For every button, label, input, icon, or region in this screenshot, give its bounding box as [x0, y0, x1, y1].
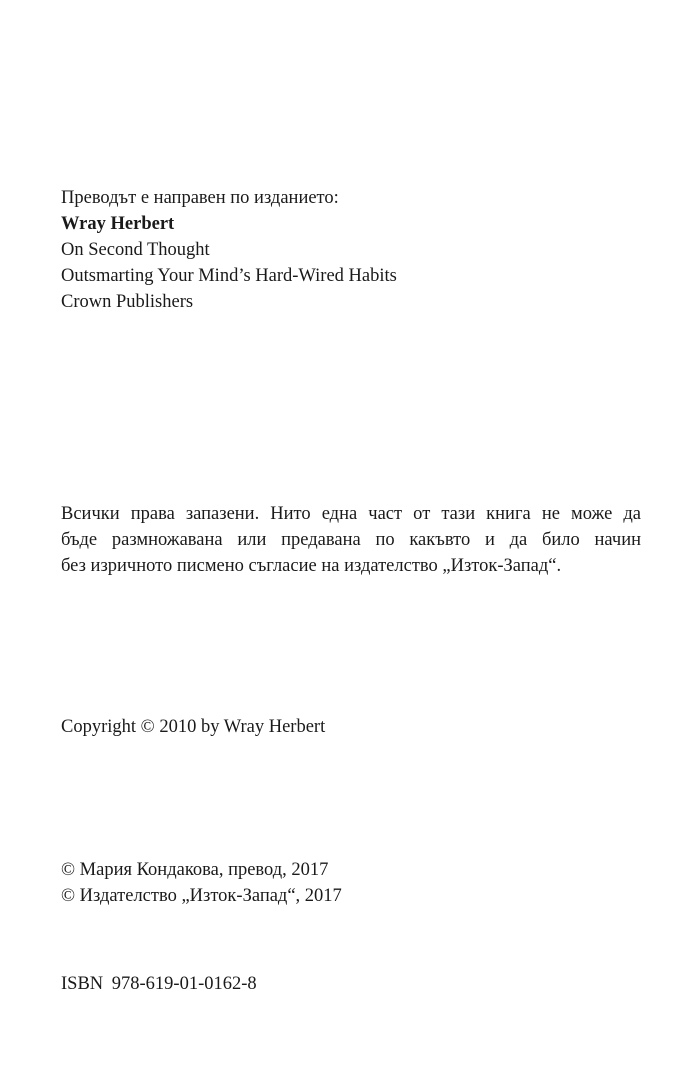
publisher-credit: © Издателство „Изток-Запад“, 2017	[61, 886, 342, 906]
original-publisher: Crown Publishers	[61, 292, 194, 312]
source-edition-block	[61, 185, 641, 315]
rights-line-2: бъде размножавана или предавана по какъвто и да било начин	[61, 530, 641, 550]
isbn-number: ISBN 978-619-01-0162-8	[61, 974, 257, 994]
copyright-block	[61, 714, 641, 740]
source-intro: Преводът е направен по изданието:	[61, 188, 339, 208]
rights-line-1: Всички права запазени. Нито една част от тази книга не може да	[61, 504, 641, 524]
original-author: Wray Herbert	[61, 214, 175, 234]
original-copyright: Copyright © 2010 by Wray Herbert	[61, 717, 326, 737]
isbn-block	[61, 971, 641, 997]
translator-credit: © Мария Кондакова, превод, 2017	[61, 860, 329, 880]
rights-notice-block	[61, 501, 641, 579]
original-title: On Second Thought	[61, 240, 210, 260]
rights-line-3: без изричното писмено съгласие на издателство „Изток-Запад“.	[61, 556, 562, 576]
translation-credits-block	[61, 857, 641, 909]
original-subtitle: Outsmarting Your Mind’s Hard-Wired Habits	[61, 266, 397, 286]
